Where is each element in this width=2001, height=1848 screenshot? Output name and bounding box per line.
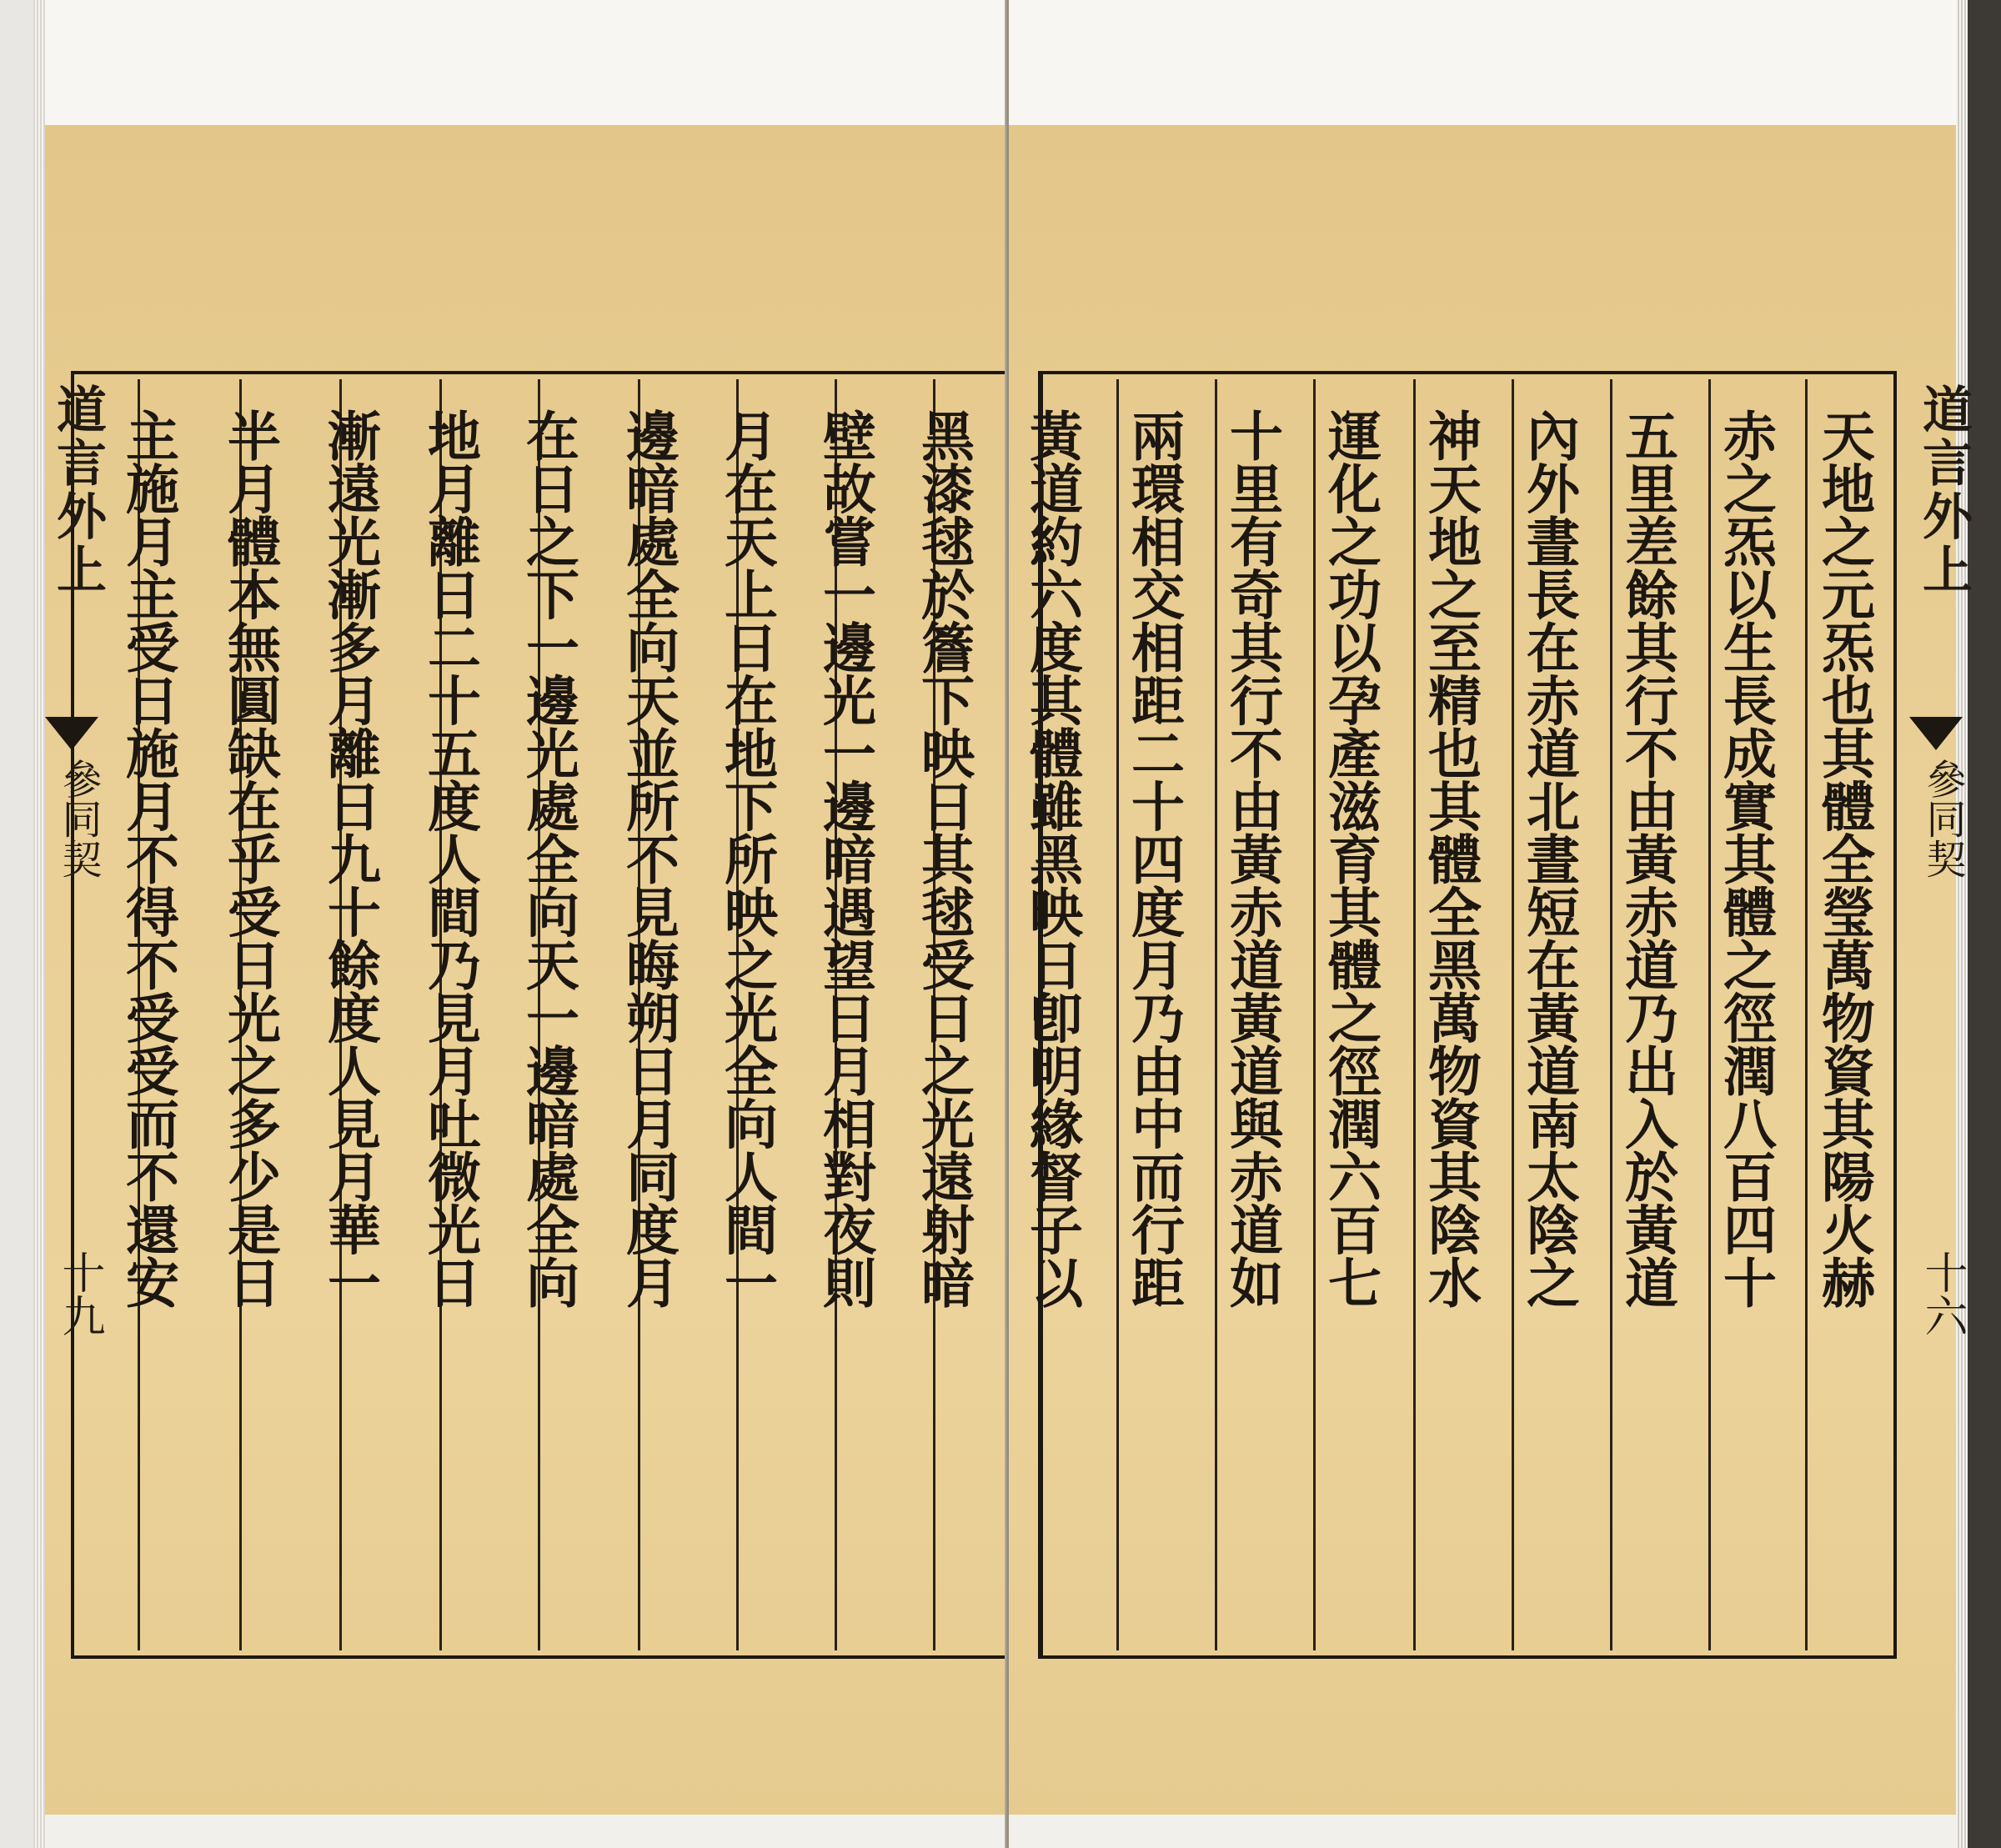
margin-title: 道言外上 — [48, 383, 107, 597]
text-column: 漸遠光漸多月離日九十餘度人見月華一 — [318, 408, 381, 1309]
margin-folio: 十六 — [1917, 1250, 1967, 1337]
text-column: 十里有奇其行不由黃赤道黃道與赤道如 — [1221, 408, 1283, 1309]
text-column: 地月離日二十五度人間乃見月吐微光日 — [419, 408, 481, 1309]
text-column: 月在天上日在地下所映之光全向人間一 — [715, 408, 778, 1309]
text-column: 黑漆毬於簷下映日其毬受日之光遠射暗 — [912, 408, 975, 1309]
text-column: 內外晝長在赤道北晝短在黃道南太陰之 — [1517, 408, 1580, 1309]
text-column: 壁故嘗一邊光一邊暗遇望日月相對夜則 — [814, 408, 876, 1309]
margin-chapter: 參同契 — [55, 759, 102, 879]
text-column: 邊暗處全向天並所不見晦朔日月同度月 — [617, 408, 680, 1309]
text-column: 在日之下一邊光處全向天一邊暗處全向 — [517, 408, 579, 1309]
text-column: 主施月主受日施月不得不受受而不還安 — [117, 408, 179, 1309]
left-page — [33, 0, 1005, 1848]
margin-chapter: 參同契 — [1919, 759, 1966, 879]
text-column: 五里差餘其行不由黃赤道乃出入於黃道 — [1616, 408, 1678, 1309]
right-page — [1009, 0, 1973, 1848]
text-column: 天地之元炁也其體全瑩萬物資其陽火赫 — [1813, 408, 1875, 1309]
page-edges — [33, 0, 45, 1848]
margin-folio: 十九 — [54, 1250, 104, 1337]
text-column: 半月體本無圓缺在乎受日光之多少是日 — [218, 408, 281, 1309]
fish-tail-mark — [45, 717, 98, 750]
text-column: 神天地之至精也其體全黑萬物資其陰水 — [1419, 408, 1482, 1309]
fish-tail-mark — [1909, 717, 1963, 750]
text-column: 赤之炁以生長成實其體之徑潤八百四十 — [1714, 408, 1777, 1309]
text-column: 運化之功以孕產滋育其體之徑潤六百七 — [1319, 408, 1382, 1309]
margin-title: 道言外上 — [1914, 383, 1973, 597]
page-edges — [1956, 0, 1968, 1848]
text-column: 黃道約六度其體雖黑映日卽明緣督子以 — [1021, 408, 1083, 1309]
text-column: 兩環相交相距二十四度月乃由中而行距 — [1122, 408, 1185, 1309]
